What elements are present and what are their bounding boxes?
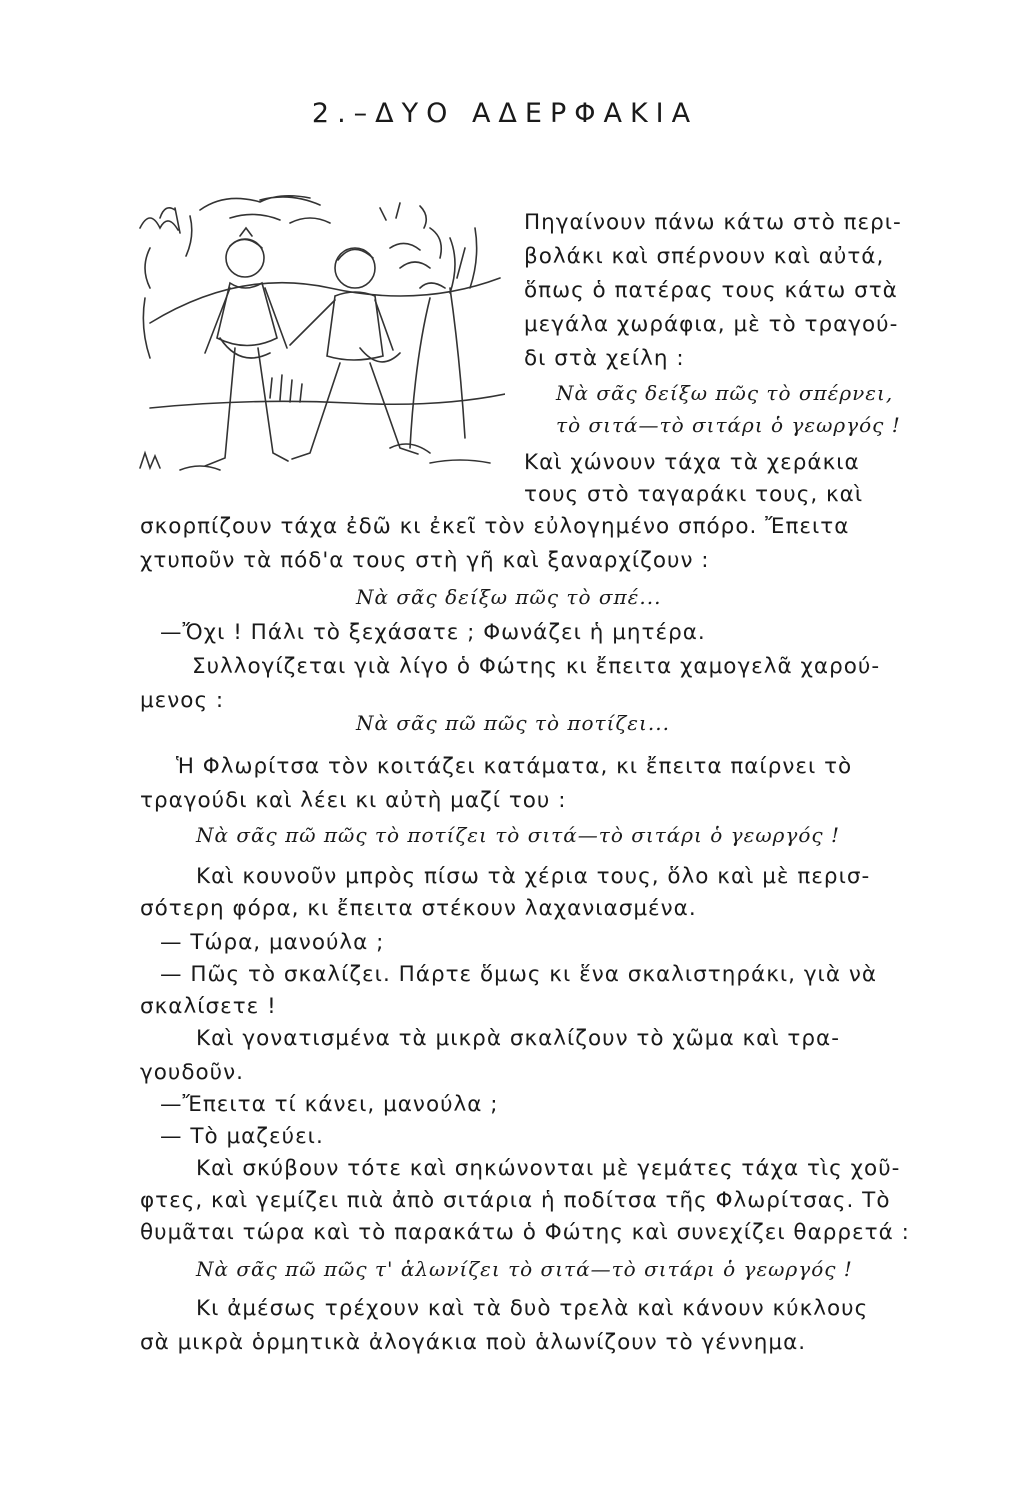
verse-line: Νὰ σᾶς πῶ πῶς τὸ ποτίζει... (356, 711, 670, 735)
text-line: ὅπως ὁ πατέρας τους κάτω στὰ (524, 278, 898, 303)
text-line: Πηγαίνουν πάνω κάτω στὸ περι- (524, 210, 902, 235)
text-line: τραγούδι καὶ λέει κι αὐτὴ μαζί του : (140, 788, 567, 813)
text-line: σκαλίσετε ! (140, 994, 277, 1019)
text-line: Ἡ Φλωρίτσα τὸν κοιτάζει κατάματα, κι ἔπειτα παίρνει τὸ (176, 754, 853, 779)
text-line: γουδοῦν. (140, 1060, 244, 1085)
text-line: Κι ἀμέσως τρέχουν καὶ τὰ δυὸ τρελὰ καὶ κάνουν κύκλους (196, 1296, 869, 1321)
text-line: Καὶ χώνουν τάχα τὰ χεράκια (524, 450, 860, 475)
text-line: — Τὸ μαζεύει. (160, 1124, 324, 1149)
verse-line: Νὰ σᾶς δείξω πῶς τὸ σπέρνει, (556, 381, 894, 405)
text-line: — Τώρα, μανούλα ; (160, 930, 385, 955)
text-line: μεγάλα χωράφια, μὲ τὸ τραγού- (524, 312, 899, 337)
text-line: φτες, καὶ γεμίζει πιὰ ἀπὸ σιτάρια ἡ ποδίτσα τῆς Φλωρίτσας. Τὸ (140, 1188, 891, 1213)
text-line: μενος : (140, 688, 225, 713)
text-line: Καὶ κουνοῦν μπρὸς πίσω τὰ χέρια τους, ὅλο καὶ μὲ περισ- (196, 864, 871, 889)
text-line: Συλλογίζεται γιὰ λίγο ὁ Φώτης κι ἔπειτα χαμογελᾶ χαρού- (192, 654, 881, 679)
text-line: σὰ μικρὰ ὁρμητικὰ ἀλογάκια ποὺ ἁλωνίζουν τὸ γέννημα. (140, 1330, 807, 1355)
text-line: σκορπίζουν τάχα ἐδῶ κι ἐκεῖ τὸν εὐλογημένο σπόρο. Ἔπειτα (140, 514, 850, 539)
text-line: —Ὄχι ! Πάλι τὸ ξεχάσατε ; Φωνάζει ἡ μητέρα. (160, 620, 706, 645)
text-line: θυμᾶται τώρα καὶ τὸ παρακάτω ὁ Φώτης καὶ συνεχίζει θαρρετά : (140, 1220, 910, 1245)
text-line: —Ἔπειτα τί κάνει, μανούλα ; (160, 1092, 499, 1117)
verse-line: Νὰ σᾶς δείξω πῶς τὸ σπέ... (356, 585, 662, 609)
verse-line: Νὰ σᾶς πῶ πῶς τὸ ποτίζει τὸ σιτά—τὸ σιτάρι ὁ γεωργός ! (196, 823, 840, 847)
text-line: σότερη φόρα, κι ἔπειτα στέκουν λαχανιασμένα. (140, 896, 697, 921)
text-line: — Πῶς τὸ σκαλίζει. Πάρτε ὅμως κι ἕνα σκαλιστηράκι, γιὰ νὰ (160, 962, 878, 987)
text-line: Καὶ σκύβουν τότε καὶ σηκώνονται μὲ γεμάτες τάχα τὶς χοῦ- (196, 1156, 901, 1181)
text-line: δι στὰ χείλη : (524, 346, 685, 371)
text-line: τους στὸ ταγαράκι τους, καὶ (524, 482, 864, 507)
text-line: χτυποῦν τὰ πόδ'α τους στὴ γῆ καὶ ξαναρχίζουν : (140, 548, 710, 573)
verse-line: Νὰ σᾶς πῶ πῶς τ' ἁλωνίζει τὸ σιτά—τὸ σιτάρι ὁ γεωργός ! (196, 1257, 853, 1281)
text-line: Καὶ γονατισμένα τὰ μικρὰ σκαλίζουν τὸ χῶμα καὶ τρα- (196, 1026, 840, 1051)
verse-line: τὸ σιτά—τὸ σιτάρι ὁ γεωργός ! (556, 413, 901, 437)
chapter-title: 2.–ΔΥΟ ΑΔΕΡΦΑΚΙΑ (311, 98, 699, 129)
text-line: βολάκι καὶ σπέρνουν καὶ αὐτά, (524, 244, 885, 269)
children-sowing-illustration (130, 188, 505, 498)
